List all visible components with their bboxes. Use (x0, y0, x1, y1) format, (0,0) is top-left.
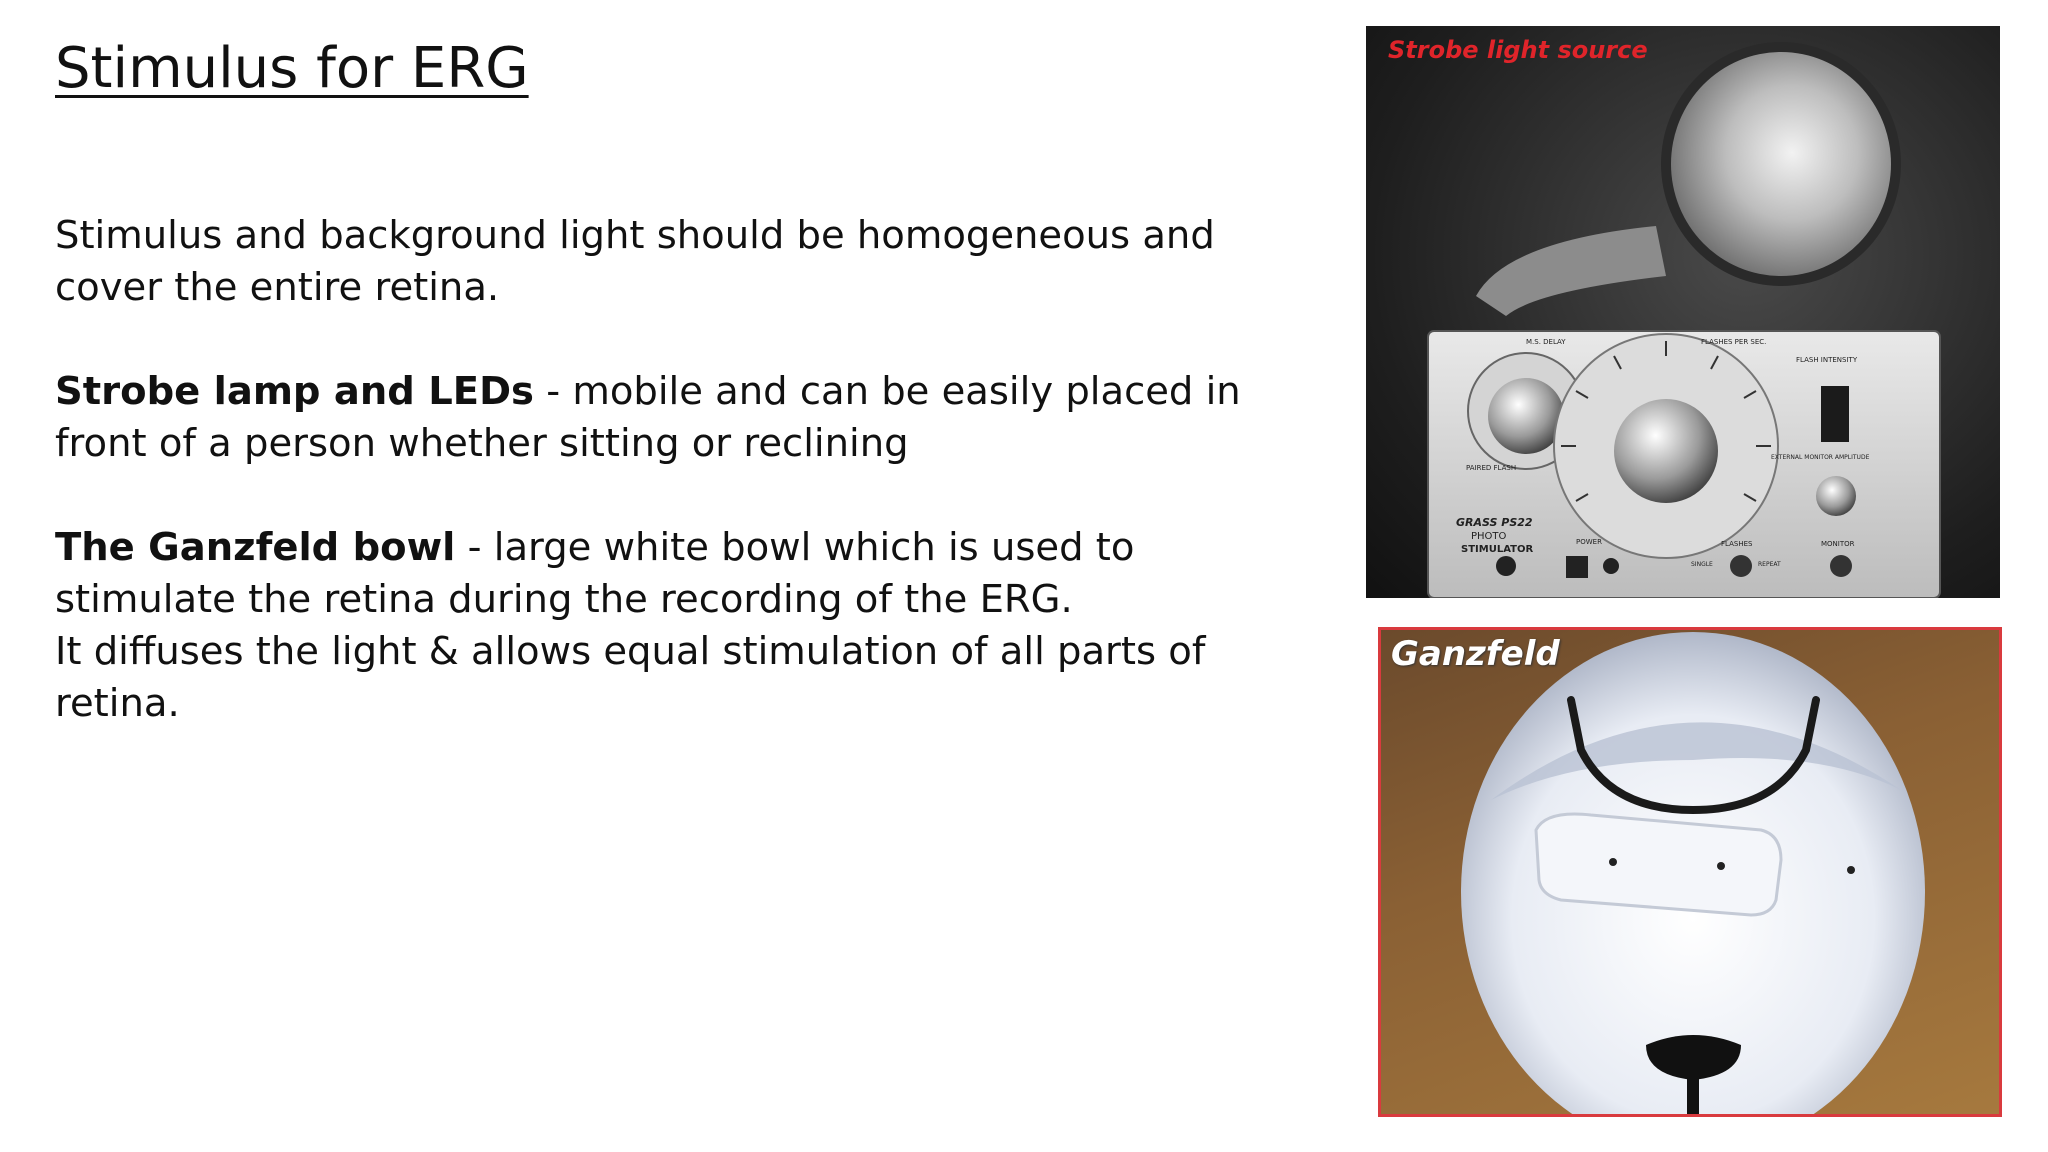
delay-knob (1488, 378, 1564, 454)
ganzfeld-photo (1378, 627, 2002, 1117)
stimulator-label: STIMULATOR (1461, 544, 1534, 555)
ganzfeld-term: The Ganzfeld bowl (55, 525, 456, 570)
intensity-label: FLASH INTENSITY (1796, 356, 1858, 364)
repeat-switch (1730, 555, 1752, 577)
flashes-bottom-label: FLASHES (1721, 540, 1753, 548)
strobe-description: - mobile and can be easily placed in front of a person whether sitting or reclining (55, 369, 1241, 466)
chin-rest-post (1687, 1078, 1699, 1117)
lamp-neck (1476, 226, 1666, 316)
repeat-label: REPEAT (1758, 561, 1781, 568)
fixation-dot-left (1609, 858, 1617, 866)
paragraph-strobe (55, 366, 1245, 470)
power-switch (1566, 556, 1588, 578)
paragraph-ganzfeld-note: It diffuses the light & allows equal stimulation of all parts of retina. (55, 629, 1206, 726)
paired-label: PAIRED FLASH (1466, 464, 1517, 472)
external-label: EXTERNAL MONITOR AMPLITUDE (1771, 454, 1870, 461)
single-label: SINGLE (1691, 561, 1713, 568)
strobe-term: Strobe lamp and LEDs (55, 369, 534, 414)
power-label: POWER (1576, 538, 1602, 546)
ganzfeld-caption: Ganzfeld (1391, 634, 1560, 674)
power-light (1496, 556, 1516, 576)
strobe-illustration (1366, 26, 2000, 598)
ganzfeld-description: - large white bowl which is used to stimulate the retina during the recording of the ERG. (55, 525, 1135, 622)
slide-title: Stimulus for ERG (55, 36, 529, 101)
monitor-label: MONITOR (1821, 540, 1855, 548)
strobe-caption: Strobe light source (1388, 36, 1648, 64)
monitor-jack (1830, 555, 1852, 577)
delay-label: M.S. DELAY (1526, 338, 1566, 346)
photo-label: PHOTO (1471, 531, 1507, 542)
forehead-rest (1536, 814, 1781, 915)
slide-body (55, 210, 1245, 730)
strobe-light-photo (1366, 26, 2000, 598)
brand-label: GRASS PS22 (1456, 516, 1533, 529)
ganzfeld-illustration (1381, 630, 2002, 1117)
reflector-bowl (1671, 52, 1891, 276)
paragraph-homogeneous: Stimulus and background light should be homogeneous and cover the entire retina. (55, 213, 1215, 310)
flash-rate-knob (1614, 399, 1718, 503)
intensity-switch (1821, 386, 1849, 442)
power-indicator (1603, 558, 1619, 574)
amplitude-knob (1816, 476, 1856, 516)
paragraph-ganzfeld (55, 522, 1245, 626)
fixation-dot-center (1717, 862, 1725, 870)
fixation-dot-right (1847, 866, 1855, 874)
flashes-label: FLASHES PER SEC. (1701, 338, 1767, 346)
